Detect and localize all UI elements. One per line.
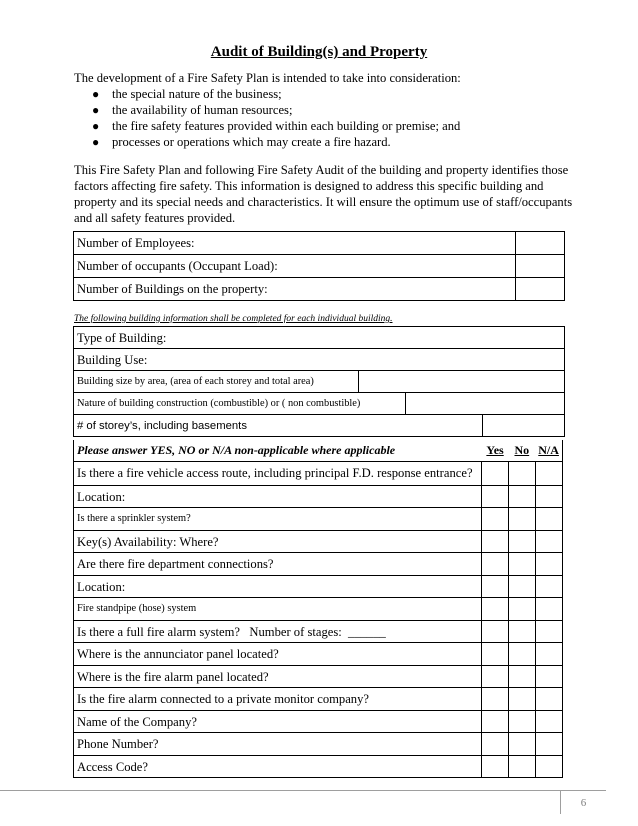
no-checkbox[interactable] bbox=[508, 733, 535, 755]
question-fire-alarm: Is there a full fire alarm system? Number of stages: ______ bbox=[77, 624, 386, 639]
question-monitor-company: Is the fire alarm connected to a private monitor company? bbox=[77, 692, 369, 706]
table-row bbox=[74, 232, 564, 254]
yes-checkbox[interactable] bbox=[481, 462, 508, 485]
question-standpipe: Fire standpipe (hose) system bbox=[77, 603, 197, 614]
table-row bbox=[74, 485, 562, 508]
na-checkbox[interactable] bbox=[535, 553, 562, 575]
table-row bbox=[74, 620, 562, 643]
list-item: ● the special nature of the business; bbox=[92, 87, 282, 101]
yes-checkbox[interactable] bbox=[481, 576, 508, 598]
yes-header: Yes bbox=[486, 443, 504, 457]
bullet-icon: ● bbox=[92, 135, 100, 149]
no-checkbox[interactable] bbox=[508, 756, 535, 778]
storeys-field[interactable] bbox=[482, 415, 564, 436]
yes-checkbox[interactable] bbox=[481, 643, 508, 665]
buildings-field[interactable] bbox=[516, 278, 564, 300]
questions-table bbox=[73, 461, 563, 778]
occupants-label: Number of occupants (Occupant Load): bbox=[74, 255, 516, 277]
yes-checkbox[interactable] bbox=[481, 756, 508, 778]
table-row bbox=[74, 665, 562, 688]
occupancy-table bbox=[73, 231, 565, 301]
purpose-paragraph: This Fire Safety Plan and following Fire Safety Audit of the building and property identifies those factors affecting fire safety. This information is designed to address this specific building and property and its special needs and characteristics. It will ensure the optimum use of staff/occupants and all safety features provided. bbox=[74, 163, 573, 225]
employees-label: Number of Employees: bbox=[74, 232, 516, 254]
building-type-label: Type of Building: bbox=[77, 331, 167, 345]
table-row bbox=[74, 597, 562, 620]
question-alarm-panel: Where is the fire alarm panel located? bbox=[77, 669, 269, 684]
question-access-code: Access Code? bbox=[77, 759, 148, 774]
page-title: Audit of Building(s) and Property bbox=[210, 44, 428, 60]
no-checkbox[interactable] bbox=[508, 688, 535, 710]
building-use-label: Building Use: bbox=[77, 353, 148, 367]
na-checkbox[interactable] bbox=[535, 576, 562, 598]
question-company-name: Name of the Company? bbox=[77, 714, 197, 729]
list-item: ● processes or operations which may create a fire hazard. bbox=[92, 135, 391, 149]
question-phone: Phone Number? bbox=[77, 737, 159, 751]
question-location: Location: bbox=[77, 489, 126, 504]
buildings-label: Number of Buildings on the property: bbox=[74, 278, 516, 300]
no-checkbox[interactable] bbox=[508, 486, 535, 508]
na-checkbox[interactable] bbox=[535, 643, 562, 665]
list-item: ● the availability of human resources; bbox=[92, 103, 293, 117]
table-row bbox=[74, 371, 564, 393]
na-checkbox[interactable] bbox=[535, 462, 562, 485]
question-keys: Key(s) Availability: Where? bbox=[77, 534, 219, 549]
no-checkbox[interactable] bbox=[508, 711, 535, 733]
no-header: No bbox=[514, 443, 530, 457]
yes-checkbox[interactable] bbox=[481, 711, 508, 733]
table-row bbox=[74, 254, 564, 277]
question-fd-connections: Are there fire department connections? bbox=[77, 557, 274, 571]
footer-divider bbox=[0, 790, 560, 791]
table-row bbox=[74, 710, 562, 733]
occupants-field[interactable] bbox=[516, 255, 564, 277]
table-row bbox=[74, 507, 562, 530]
yes-checkbox[interactable] bbox=[481, 621, 508, 643]
table-row bbox=[74, 687, 562, 710]
no-checkbox[interactable] bbox=[508, 621, 535, 643]
building-note: The following building information shall be completed for each individual building. bbox=[74, 314, 393, 324]
table-row bbox=[74, 462, 562, 485]
table-row bbox=[74, 530, 562, 553]
construction-field[interactable] bbox=[405, 393, 564, 414]
question-access-route: Is there a fire vehicle access route, including principal F.D. response entrance? bbox=[77, 466, 473, 480]
yes-checkbox[interactable] bbox=[481, 508, 508, 530]
employees-field[interactable] bbox=[516, 232, 564, 254]
construction-label: Nature of building construction (combustible) or ( non combustible) bbox=[77, 398, 361, 409]
na-checkbox[interactable] bbox=[535, 756, 562, 778]
no-checkbox[interactable] bbox=[508, 666, 535, 688]
table-row bbox=[74, 393, 564, 415]
table-row bbox=[74, 552, 562, 575]
storeys-label: # of storey’s, including basements bbox=[77, 420, 247, 432]
no-checkbox[interactable] bbox=[508, 643, 535, 665]
yes-checkbox[interactable] bbox=[481, 553, 508, 575]
yes-checkbox[interactable] bbox=[481, 598, 508, 620]
na-checkbox[interactable] bbox=[535, 621, 562, 643]
bullet-icon: ● bbox=[92, 103, 100, 117]
table-row bbox=[74, 575, 562, 598]
intro-text: The development of a Fire Safety Plan is intended to take into consideration: bbox=[74, 71, 461, 85]
table-row bbox=[74, 642, 562, 665]
na-checkbox[interactable] bbox=[535, 688, 562, 710]
table-row bbox=[74, 349, 564, 371]
yes-checkbox[interactable] bbox=[481, 486, 508, 508]
question-annunciator: Where is the annunciator panel located? bbox=[77, 647, 279, 661]
bullet-icon: ● bbox=[92, 87, 100, 101]
building-size-field[interactable] bbox=[358, 371, 564, 392]
na-checkbox[interactable] bbox=[535, 531, 562, 553]
page-number: 6 bbox=[560, 790, 606, 814]
no-checkbox[interactable] bbox=[508, 508, 535, 530]
considerations-list bbox=[90, 86, 460, 150]
table-row bbox=[74, 415, 564, 437]
yes-checkbox[interactable] bbox=[481, 531, 508, 553]
questions-prompt: Please answer YES, NO or N/A non-applicable where applicable bbox=[77, 443, 396, 457]
no-checkbox[interactable] bbox=[508, 553, 535, 575]
no-checkbox[interactable] bbox=[508, 531, 535, 553]
na-checkbox[interactable] bbox=[535, 711, 562, 733]
no-checkbox[interactable] bbox=[508, 576, 535, 598]
questions-header bbox=[73, 440, 563, 461]
na-header: N/A bbox=[538, 443, 559, 457]
na-checkbox[interactable] bbox=[535, 486, 562, 508]
no-checkbox[interactable] bbox=[508, 462, 535, 485]
yes-checkbox[interactable] bbox=[481, 733, 508, 755]
na-checkbox[interactable] bbox=[535, 666, 562, 688]
yes-checkbox[interactable] bbox=[481, 666, 508, 688]
list-item: ● the fire safety features provided within each building or premise; and bbox=[92, 119, 461, 133]
na-checkbox[interactable] bbox=[535, 508, 562, 530]
na-checkbox[interactable] bbox=[535, 733, 562, 755]
no-checkbox[interactable] bbox=[508, 598, 535, 620]
question-sprinkler: Is there a sprinkler system? bbox=[77, 513, 191, 524]
table-row bbox=[74, 327, 564, 349]
bullet-icon: ● bbox=[92, 119, 100, 133]
table-row bbox=[74, 732, 562, 755]
question-location: Location: bbox=[77, 579, 126, 594]
na-checkbox[interactable] bbox=[535, 598, 562, 620]
table-row bbox=[74, 277, 564, 300]
yes-checkbox[interactable] bbox=[481, 688, 508, 710]
building-size-label: Building size by area, (area of each storey and total area) bbox=[77, 376, 314, 387]
building-info-table bbox=[73, 326, 565, 437]
table-row bbox=[74, 755, 562, 778]
